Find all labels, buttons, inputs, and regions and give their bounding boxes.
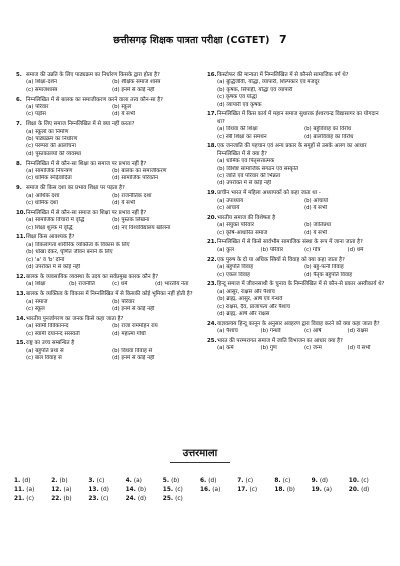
- answer-value: (c): [249, 487, 258, 493]
- option-text: (c) आचार्य: [217, 205, 240, 212]
- question-text: भारत की परम्परागत समाज में जाति विभाजन का आधार क्या है?: [217, 337, 343, 344]
- option-text: (a) कर्म: [217, 345, 234, 352]
- option-text: (d) नए विश्वविद्यालय खोलना: [112, 224, 171, 231]
- question-item: [16, 234, 194, 271]
- question-item: [207, 111, 387, 141]
- question-number: 20.: [207, 214, 217, 221]
- answer-number: 16.: [200, 487, 213, 493]
- question-text: भारतीय समाज की विशेषता है: [217, 214, 276, 221]
- question-number: 7.: [16, 121, 22, 128]
- question-options: [207, 79, 387, 109]
- answer-item: [237, 487, 274, 493]
- question-options: [207, 247, 387, 254]
- answer-value: (a): [63, 487, 72, 493]
- option-text: (b) स्कूल: [112, 104, 132, 111]
- answer-item: [237, 478, 274, 484]
- question-text: राष्ट्र का उच्च सम्बन्धित है: [26, 340, 75, 347]
- answer-item: [163, 478, 200, 484]
- question-text: निम्नलिखित में किस कार्य में महान समाज सुधारक ईश्वरचन्द्र विद्यासागर का योगदान था?: [217, 111, 379, 125]
- question-text: एक जनजाति की पहचान एवं अन्य प्रकार के समूहों से उसके अलग का आधार निम्नलिखित में से क्या है?: [217, 143, 367, 157]
- question-item: [207, 321, 387, 336]
- answer-value: (c): [282, 478, 291, 484]
- answer-value: (d): [22, 478, 31, 484]
- answer-value: (a): [26, 487, 35, 493]
- option-text: (d) ये सभी: [304, 205, 328, 212]
- answer-number: 5.: [162, 478, 172, 484]
- question-text: निम्नलिखित में से बालक का समाजीकरण करने वाला तत्त्व कौन-सा है?: [26, 96, 164, 103]
- question-item: [207, 72, 387, 109]
- answer-value: (c): [26, 496, 35, 502]
- option-text: (a) आसुर, राक्षस और पैशाच: [217, 288, 275, 295]
- question-item: [16, 72, 194, 94]
- option-text: (b) पाठ्यक्रम का निर्धारण: [26, 136, 78, 143]
- question-number: 6.: [16, 96, 22, 103]
- answer-item: [88, 478, 125, 484]
- question-options: [16, 348, 194, 363]
- option-text: (a) धार्मिक एवं पितृसत्तात्मक: [217, 158, 275, 165]
- option-text: (c) एकल विवाह: [217, 271, 251, 278]
- option-text: (b) गन्धर्व: [260, 328, 281, 335]
- question-text: प्राचीन भारत में महिला अध्यापकों को कहा जाता था -: [217, 190, 321, 197]
- option-text: (a) बहुपति विवाह: [217, 264, 254, 271]
- option-text: (d) बालविवाह का विरोध: [304, 133, 354, 140]
- option-text: (d) महात्मा गाँधी: [112, 330, 146, 337]
- option-text: (a) शिक्षा-दर्शन: [26, 79, 58, 86]
- question-item: [207, 239, 387, 254]
- answer-value: (b): [63, 496, 72, 502]
- answer-number: 19.: [311, 487, 324, 493]
- option-text: (d) व्यापारी एवं कृषक: [217, 101, 262, 108]
- answer-value: (c): [245, 478, 254, 484]
- answer-value: (a): [133, 478, 142, 484]
- question-options: [207, 289, 387, 319]
- option-text: (c) धर्म: [112, 281, 128, 288]
- answer-item: [126, 496, 163, 502]
- question-options: [207, 198, 387, 213]
- option-text: (a) स्कूलों का निर्माण: [26, 128, 69, 135]
- answer-item: [51, 487, 88, 493]
- option-text: (d) ये सभी: [304, 229, 328, 236]
- question-item: [207, 143, 387, 187]
- option-text: (a) विधवा की शिक्षा: [217, 126, 258, 133]
- answer-item: [349, 487, 386, 493]
- answer-value: (a): [212, 487, 221, 493]
- question-options: [16, 323, 194, 338]
- option-text: (c) कृषक एवं योद्धा: [217, 94, 257, 101]
- answer-number: 10.: [348, 478, 362, 484]
- answer-key-divider: [170, 462, 230, 463]
- question-number: 25.: [207, 337, 217, 344]
- question-number: 17.: [207, 111, 217, 118]
- answer-item: [14, 478, 51, 484]
- option-text: (b) बहुविवाह का विरोध: [304, 126, 352, 133]
- question-options: [16, 299, 194, 314]
- option-text: (d) ये सभी: [112, 200, 136, 207]
- answer-item: [88, 496, 125, 502]
- answer-number: 8.: [274, 478, 283, 484]
- option-text: (d) उपरोक्त में से कोई नहीं: [217, 180, 272, 187]
- answer-number: 18.: [274, 487, 287, 493]
- answer-item: [163, 487, 200, 493]
- answer-item: [200, 487, 237, 493]
- question-text: शिक्षा के लिए समाज निम्नलिखित में से क्या नहीं करता?: [26, 121, 135, 128]
- option-text: (c) स्त्री शिक्षा का समर्थन: [217, 133, 267, 140]
- answer-item: [200, 478, 237, 484]
- answer-number: 20.: [348, 487, 362, 493]
- answer-value: (b): [137, 487, 147, 493]
- question-text: निम्नलिखित में से कौन-सा शिक्षा का समाज पर प्रभाव नहीं है?: [26, 160, 147, 167]
- question-item: [16, 97, 194, 119]
- question-options: [16, 129, 194, 159]
- question-text: भारतीय पुनर्जागरण का जनक किसे कहा जाता है?: [26, 315, 124, 322]
- option-text: (c) गोत्र: [304, 246, 321, 253]
- question-column-left: [16, 72, 194, 365]
- question-number: 19.: [207, 190, 217, 197]
- option-text: (c) 'a' व 'b' दोनों: [26, 256, 65, 263]
- option-text: (d) ये सभी: [112, 111, 136, 118]
- question-column-right: [207, 72, 387, 355]
- option-text: (c) धार्मिक दशा: [26, 200, 58, 207]
- answer-number: 1.: [14, 478, 23, 484]
- question-number: 11.: [16, 234, 26, 241]
- option-text: (a) उपाध्याय: [217, 197, 244, 204]
- answer-item: [312, 478, 349, 484]
- question-options: [207, 345, 387, 352]
- option-text: (c) कृषि-आधारित समाज: [217, 229, 268, 236]
- option-text: (b) विशिष्ट सामाजिक संगठन एवं संस्कृति: [217, 165, 299, 172]
- answer-key-grid: [14, 478, 386, 502]
- answer-number: 4.: [125, 478, 134, 484]
- answer-item: [51, 496, 88, 502]
- option-text: (d) सामाजिक परिवर्तन: [112, 175, 158, 182]
- question-item: [16, 316, 194, 338]
- answer-value: (d): [319, 478, 329, 484]
- answer-item: [14, 487, 51, 493]
- option-text: (b) जातिप्रथा: [304, 222, 332, 229]
- option-text: (b) गुण: [260, 345, 277, 352]
- answer-value: (d): [100, 487, 109, 493]
- answer-item: [312, 487, 349, 493]
- answer-value: (d): [208, 478, 217, 484]
- page-header: [0, 33, 400, 46]
- question-text: हिन्दू समाज में जीवनसाथी के चुनाव के निम्नलिखित में से कौन-से प्रकार अस्वीकार्य थे?: [217, 281, 385, 288]
- answer-item: [349, 478, 386, 484]
- question-text: एक पुरुष के दो या अधिक स्त्रियों से विवाह को क्या कहा जाता है?: [217, 256, 345, 263]
- option-text: (b) पुस्तक लिखना: [112, 217, 150, 224]
- option-text: (a) परिवार: [26, 104, 49, 111]
- question-item: [207, 215, 387, 237]
- option-text: (b) राजनीति: [69, 281, 95, 288]
- question-text: याज्ञवल्क्य हिन्दू कानून के अनुसार अवहरण द्वारा विवाह करने को क्या कहा जाता है?: [217, 320, 380, 327]
- option-text: (b) ब्राह्म, आसुर, आर्ष एवं गन्धर्व: [217, 296, 283, 303]
- option-text: (b) शैक्षिक समाज शास्त्र: [112, 79, 161, 86]
- option-text: (d) ये सभी: [347, 345, 371, 352]
- option-text: (a) संयुक्त परिवार: [217, 222, 254, 229]
- option-text: (a) सामाजिक नियन्त्रण: [26, 168, 73, 175]
- question-number: 21.: [207, 239, 217, 246]
- option-text: (d) पैतृक बहुपति विवाह: [304, 271, 353, 278]
- answer-value: (d): [361, 487, 370, 493]
- question-item: [16, 161, 194, 183]
- answer-number: 14.: [125, 487, 138, 493]
- option-text: (d) पुस्तकालयों की व्यवस्था: [26, 150, 82, 157]
- question-options: [207, 328, 387, 335]
- answer-item: [274, 478, 311, 484]
- option-text: (d) इनमें से कोई नहीं: [112, 86, 155, 93]
- question-item: [16, 291, 194, 313]
- question-options: [207, 264, 387, 279]
- question-options: [16, 79, 194, 94]
- question-number: 9.: [16, 185, 22, 192]
- option-text: (d) धर्म: [347, 246, 364, 253]
- question-options: [16, 281, 194, 288]
- page-number: 7: [278, 33, 287, 46]
- answer-number: 13.: [88, 487, 101, 493]
- answer-number: 3.: [88, 478, 97, 484]
- option-text: (c) स्कूल: [26, 305, 45, 312]
- option-text: (b) आचार्या: [304, 197, 329, 204]
- answer-key-title: उत्तरमाला: [182, 448, 218, 459]
- answer-number: 23.: [88, 496, 101, 502]
- option-text: (d) राक्षस: [347, 328, 368, 335]
- answer-number: 21.: [14, 496, 27, 502]
- question-text: बालक के व्यवसायिक व्यवस्था के उदय का सर्वप्रमुख कारक कौन है?: [26, 273, 159, 280]
- answer-value: (a): [323, 487, 332, 493]
- option-text: (b) कृषक, सिपाही, योद्धा एवं व्यापारी: [217, 86, 293, 93]
- answer-number: 15.: [162, 487, 176, 493]
- option-text: (c) पड़ोस: [26, 111, 46, 118]
- question-options: [207, 158, 387, 188]
- option-text: (d) ब्राह्म, आर्ष और राक्षस: [217, 310, 270, 317]
- answer-number: 25.: [162, 496, 176, 502]
- question-number: 23.: [207, 281, 217, 288]
- answer-number: 12.: [51, 487, 64, 493]
- question-options: [16, 168, 194, 183]
- question-options: [16, 193, 194, 208]
- answer-number: 24.: [125, 496, 138, 502]
- question-number: 18.: [207, 143, 217, 150]
- question-number: 10.: [16, 209, 26, 216]
- answer-item: [51, 478, 88, 484]
- answer-value: (c): [361, 478, 369, 484]
- question-number: 15.: [16, 340, 26, 347]
- question-options: [207, 222, 387, 237]
- answer-value: (c): [175, 496, 183, 502]
- option-text: (a) बुद्धिजीवी, योद्धा, व्यापारी, शिल्पकार एवं मजदूर: [217, 79, 320, 86]
- option-text: (c) शिक्षा शुल्क में वृद्धि: [26, 224, 73, 231]
- question-options: [16, 104, 194, 119]
- answer-value: (b): [286, 487, 295, 493]
- option-text: (c) स्वामी दयानन्द सरस्वती: [26, 330, 80, 337]
- option-text: (a) समाज: [26, 298, 48, 305]
- question-text: समाज की उन्नति के लिए पाठ्यक्रम का निर्धारण किसके द्वारा होता है?: [26, 72, 160, 78]
- answer-number: 17.: [237, 487, 250, 493]
- answer-item: [163, 496, 200, 502]
- answer-number: 2.: [51, 478, 60, 484]
- question-item: [207, 338, 387, 353]
- question-item: [207, 257, 387, 279]
- option-text: (c) जाति एवं परिवार की भिन्नता: [217, 173, 281, 180]
- question-text: बालक के व्यक्तित्व के विकास में निम्नलिखित में से किसकी कोई भूमिका नहीं होती है?: [26, 291, 193, 298]
- question-item: [16, 121, 194, 158]
- option-text: (a) बहुपति प्रथा से: [26, 347, 64, 354]
- question-number: 13.: [16, 291, 26, 298]
- question-item: [207, 190, 387, 212]
- answer-item: [126, 478, 163, 484]
- option-text: (b) विधवा विवाह से: [112, 347, 153, 354]
- option-text: (b) परिवार: [260, 246, 284, 253]
- answer-item: [274, 487, 311, 493]
- option-text: (a) शिक्षा: [26, 281, 46, 288]
- option-text: (d) इनमें से कोई नहीं: [112, 305, 155, 312]
- option-text: (d) इनमें से कोई नहीं: [112, 355, 155, 362]
- answer-value: (b): [171, 478, 180, 484]
- question-text: समाज की किस दशा का प्रभाव शिक्षा पर पड़ता है?: [26, 185, 125, 192]
- question-number: 24.: [207, 320, 217, 327]
- option-text: (d) भारतीय नेता: [155, 281, 189, 288]
- answer-item: [126, 487, 163, 493]
- question-options: [16, 242, 194, 272]
- option-text: (c) राक्षस, दैव, प्राजापत्य और पैशाच: [217, 303, 291, 310]
- question-item: [207, 281, 387, 318]
- question-number: 16.: [207, 72, 217, 78]
- answer-number: 7.: [237, 478, 246, 484]
- answer-value: (c): [96, 478, 105, 484]
- option-text: (b) बहु-पत्नी विवाह: [304, 264, 344, 271]
- option-text: (c) बाल विवाह से: [26, 355, 62, 362]
- option-text: (b) बालक का समाजीकरण: [112, 168, 167, 175]
- option-text: (c) परम्परा की आलोचना: [26, 143, 76, 150]
- answer-number: 22.: [51, 496, 64, 502]
- option-text: (c) समाजशास्त्र: [26, 86, 58, 93]
- option-text: (b) राजा राममोहन राय: [112, 323, 158, 330]
- question-item: [16, 210, 194, 232]
- question-number: 12.: [16, 273, 26, 280]
- question-text: निम्नलिखित में से कौन-सा समाज का शिक्षा पर प्रभाव नहीं है?: [26, 209, 147, 216]
- option-text: (a) आर्थिक दशा: [26, 192, 60, 199]
- option-text: (b) परिवार: [112, 298, 135, 305]
- answer-number: 6.: [200, 478, 209, 484]
- option-text: (c) आर्ष: [304, 328, 322, 335]
- option-text: (a) पैशाच: [217, 328, 238, 335]
- question-item: [16, 340, 194, 362]
- question-options: [207, 126, 387, 141]
- answer-value: (b): [59, 478, 68, 484]
- answer-item: [14, 496, 51, 502]
- answer-item: [88, 487, 125, 493]
- question-number: 5.: [16, 72, 22, 78]
- option-text: (b) धोखा देकर, घृणित जीवन बनाने के लिए: [26, 249, 113, 256]
- question-item: [16, 185, 194, 207]
- question-options: [16, 217, 194, 232]
- option-text: (b) राजनीतिक दशा: [112, 192, 152, 199]
- option-text: (d) उपरोक्त में से कोई नहीं: [26, 264, 81, 271]
- question-text: शिक्षा किस आवश्यक है?: [26, 234, 75, 241]
- option-text: (a) कुल: [217, 246, 235, 253]
- answer-number: 11.: [14, 487, 27, 493]
- question-item: [16, 274, 194, 289]
- question-number: 8.: [16, 160, 22, 167]
- answer-number: 9.: [311, 478, 320, 484]
- question-text: किस्टोफर की मान्यता में निम्नलिखित में से कौनसे सामाजिक वर्ग थे?: [217, 72, 349, 78]
- option-text: (a) सामाजिक विचारों में वृद्धि: [26, 217, 85, 224]
- option-text: (c) जन्म: [304, 345, 322, 352]
- page-title: छत्तीसगढ़ शिक्षक पात्रता परीक्षा (CGTET): [113, 35, 270, 46]
- question-text: निम्नलिखित में से किसे सार्वभौम सामाजिक संस्था के रूप में जाना जाता है?: [217, 239, 363, 246]
- option-text: (a) विकलांगता शारीरिक व्यक्तित्व के विकास के लिए: [26, 241, 130, 248]
- question-number: 14.: [16, 315, 26, 322]
- option-text: (a) स्वामी विवेकानन्द: [26, 323, 69, 330]
- answer-value: (d): [137, 496, 147, 502]
- answer-value: (c): [100, 496, 109, 502]
- question-number: 22.: [207, 256, 217, 263]
- answer-value: (c): [175, 487, 183, 493]
- option-text: (c) धार्मिक रूढ़िवादिता: [26, 175, 72, 182]
